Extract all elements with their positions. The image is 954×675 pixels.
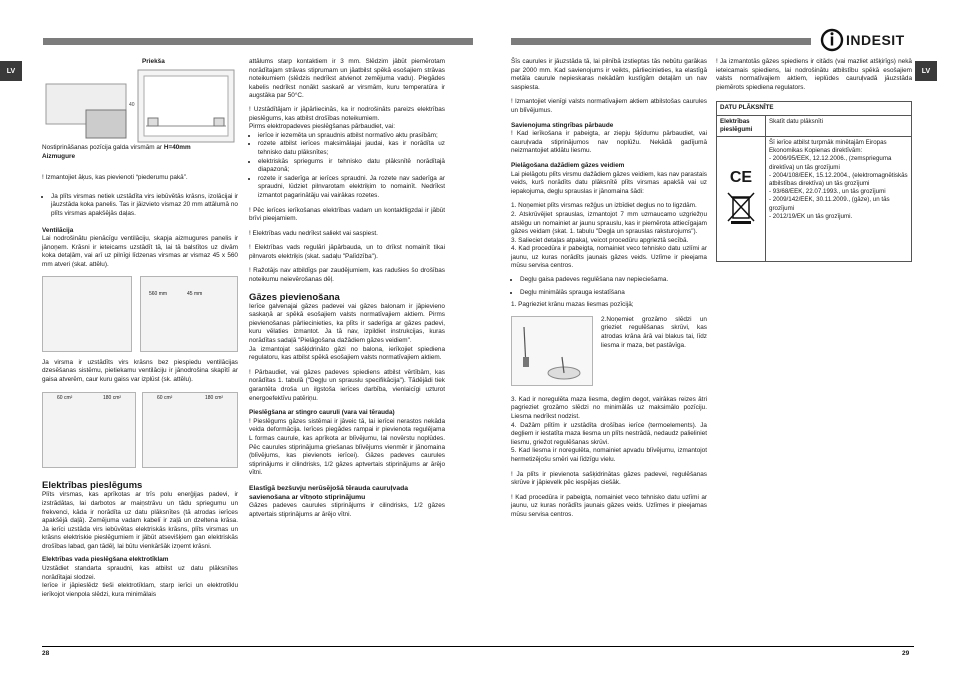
oven-figures (42, 392, 238, 470)
directive-text: - 2006/95/EEK, 12.12.2006., (zemsprieguma direktīva) un tās grozījumi (769, 155, 892, 171)
adapt-title: Pielāgošana dažādiem gāzes veidiem (511, 161, 625, 169)
ventilation-text: Lai nodrošinātu pienācīgu ventilāciju, skapja aizmugures panelis ir jānoņem. Krāsni ir ieteicams uzstādīt tā, lai tā balstītos uz divām koka detaļām, vai arī uz pilnīgi līdzenas virsmas ar vismaz 45 x 560 mm atveri (skat. attēlu). (42, 235, 238, 268)
mounting-figure (42, 58, 238, 144)
fig2-label-a: 560 mm (149, 290, 168, 297)
list-item: 4. Dažām plītīm ir uzstādīta drošības ierīce (termoelements). Ja degļiem ir iestatīta maza liesma un plīts nestrādā, nedaudz palieliniet liesmu, griežot regulēšanas skrūvi. (511, 421, 707, 446)
directive-text: - 2004/108/EEK, 15.12.2004., (elektromagnētiskās atbilstības direktīva) un tās grozījumi (769, 171, 908, 187)
screwdriver-diagram (512, 317, 592, 385)
list-item: • ierīce ir iezemēta un spraudnis atbilst normatīvo aktu prasībām; (258, 132, 445, 141)
fig-label-front: Priekša (142, 58, 165, 65)
list-item: • rozete ir saderīga ar ierīces spraudni. Ja rozete nav saderīga ar spraudni, lūdziet pilnvarotam elektriķim to nomainīt. Nedrīkst izmantot pagarinātāju vai vairākas rozetes. (258, 175, 445, 201)
oven-figure-2 (142, 392, 238, 468)
step2-text: 2.Noņemiet grozāmo slēdzi un grieziet regulēšanas skrūvi, kas atrodas krāna ārā vai blakus tai, līdz liesma ir maza, bet pastāvīga. (601, 315, 707, 349)
fig2-label-b: 45 mm (187, 290, 203, 297)
oven-figure-1 (42, 392, 136, 468)
note-inspect: ! Elektrības vads regulāri jāpārbauda, un to drīkst nomainīt tikai pilnvarots elektriķis (skat. sadaļu "Palīdzība"). (249, 244, 445, 260)
note-label: ! Kad procedūra ir pabeigta, nomainiet veco tehnisko datu uzlīmi ar jaunu, uz kuras norādīts jaunais gāzes veids. Uzlīmes ir pieejamas mūsu servisa centros. (511, 493, 707, 518)
row-value: Skatīt datu plāksnīti (766, 115, 912, 136)
flex-title: Elastīgā bezšuvju nerūsējošā tērauda cauruļvada savienošana ar vītņoto stiprinājumu (249, 484, 409, 501)
switch-text: attālums starp kontaktiem ir 3 mm. Slēdzim jābūt piemērotam norādītajam strāvas stiprumam un jāatbilst spēkā esošajiem strāvas noteikumiem (slēdzis nedrīkst atvienot zemējuma vadu). Piegādes kabelis nedrīkst nonākt saskarē ar virsmām, kuru temperatūra ir augstāka par 50°C. (249, 58, 445, 100)
column-3 (511, 58, 707, 520)
mounting-diagram (42, 66, 238, 146)
list-item: 3. Kad ir noregulēta maza liesma, degļim degot, vairākas reizes ātri pagrieziet grozāmo slēdzi no minimālās uz maksimālo pozīciju. Liesma nedrīkst nodzist. (511, 395, 707, 421)
rigid-text: ! Pieslēgums gāzes sistēmai ir jāveic tā, lai ierīcei nerastos nekāda veida deformācija. Ierīces piegādes rampai ir pievienota regulējama L formas caurule, kas aprīkota ar blīvējumu, lai novērstu noplūdes. Pēc caurules stiprinājuma griešanas blīvējums vienmēr ir jānomaina (blīvējums, kas pievienots ierīcei). Gāzes padeves caurules stiprinājums ir cilindrisks, 1/2 gāzes aptvertais stiprinājums ar ārējo vītni. (249, 417, 445, 477)
list-item: 4. Kad procedūra ir pabeigta, nomainiet veco tehnisko datu uzlīmi ar jaunu, uz kuras norādīts jaunais gāzes veids. Uzlīme ir pieejama mūsu servisa centros. (511, 245, 707, 270)
note-lpg: ! Ja plīts ir pievienota sašķidrinātas gāzes padevei, regulēšanas skrūve ir jāpievelk pēc iespējas ciešāk. (511, 470, 707, 487)
directive-text: - 2012/19/EK un tās grozījumi. (769, 212, 853, 220)
ce-mark-icon: CE (729, 168, 753, 186)
cable-text: Uzstādiet standarta spraudni, kas atbilst uz datu plāksnītes norādītajai slodzei. (42, 565, 238, 581)
table-title: DATU PLĀKSNĪTE (717, 102, 912, 115)
weee-bin-icon (723, 188, 759, 224)
adapt-text: Lai pielāgotu plīts virsmu dažādiem gāzes veidiem, kas nav parastais veids, kurš norādīts datu plāksnītē plīts virsmas apakšā vai uz iepakojuma, degļu sprauslas ir jānomaina šādi: (511, 170, 707, 195)
list-item: 3. Salieciet detaļas atpakaļ, veicot procedūru apgrieztā secībā. (511, 236, 689, 244)
oven-vent-text: Ja virsma ir uzstādīts virs krāsns bez piespiedu ventilācijas dzesēšanas sistēmu, pietiekamu ventilāciju ir jānodrošina skapītī ar gaisa atverēm, caur kuru gaiss var izplūst (sk. attēlu). (42, 358, 238, 383)
bullet-list-panel (42, 193, 238, 219)
list-item: 1. Noņemiet plīts virsmas režģus un izbīdiet degļus no to ligzdām. (511, 202, 697, 210)
list-item: 2. Atskrūvējiet sprauslas, izmantojot 7 mm uzmaucamo uzgriežņu atslēgu un nomainiet ar jaunu sprauslu, kas ir piemērota attiecīgajam gāzes veidam (skat. 1. tabulu "Degļa un sprauslas raksturojums"). (511, 210, 707, 236)
tightness-text: ! Kad ierīkošana ir pabeigta, ar ziepju šķīdumu pārbaudiet, vai cauruļvada stiprinājumos nav noplūžu. Nekādā gadījumā neizmantojiet atklātu liesmu. (511, 130, 707, 155)
footer-rule-right (478, 646, 914, 647)
svg-text:40: 40 (129, 102, 135, 108)
list-item: • Degļu minimālās sprauga iestatīšana (520, 289, 707, 298)
brand-wordmark: INDESIT (846, 32, 905, 48)
column-1 (42, 58, 238, 599)
note-bend: ! Elektrības vadu nedrīkst saliekt vai saspiest. (249, 229, 378, 237)
rigid-title: Pieslēgšana ar stingro cauruli (vara vai tērauda) (249, 409, 395, 417)
electrical-title: Elektrības pieslēgums (42, 480, 143, 492)
list-item: • Degļu gaisa padeves regulēšana nav nepieciešama. (520, 276, 707, 285)
reg-list-1 (511, 276, 707, 285)
valve-figure-row (511, 316, 707, 386)
data-plate-table (716, 101, 912, 262)
valve-figure (511, 316, 593, 386)
table-row (717, 136, 912, 261)
fig3-label-a: 60 cm² (57, 395, 73, 402)
fig-caption: Nostiprināšanas pozīcija galda virsmām ar H=40mm Aizmugure (42, 144, 191, 160)
note-hooks: ! Izmantojiet āķus, kas pievienoti “piederumu pakā”. (42, 174, 188, 182)
note-pressure: ! Pārbaudiet, vai gāzes padeves spiediens atbilst vērtībām, kas norādītas 1. tabulā ("Degļu un sprauslu specifikācija"). Tādējādi tiek garantēta droša un ilgstoša ierīces darbība, vienlaicīgi uzturot energoefektīvu patēriņu. (249, 368, 445, 402)
gas-text-1: Ierīce galvenajai gāzes padevei vai gāzes balonam ir jāpievieno saskaņā ar spēkā esošajiem valsts normatīvajiem aktiem. Pirms pievienošanas pārliecinieties, ka plīts ir saderīga ar gāzes padevi, kuru vēlaties izmantot. Ja tā nav, izpildiet instrukcijas, kuras norādītas sadaļā "Pielāgošana dažādiem gāzes veidiem". (249, 302, 445, 345)
note-regulator: ! Ja izmantotās gāzes spiediens ir citāds (vai mazliet atšķirīgs) nekā ieteicamais spiediens, lai nodrošinātu atbilstību spēkā esošajiem valsts normatīvajiem aktiem, ieplūdes cauruļvadā jāuzstāda piemērots spiediena regulators. (716, 58, 912, 91)
gas-title: Gāzes pievienošana (249, 291, 340, 303)
cable-title: Elektrības vada pieslēgšana elektrotīklam (42, 556, 169, 564)
marks-cell (717, 136, 766, 261)
flex-text: Gāzes padeves caurules stiprinājums ir cilindrisks, 1/2 gāzes aptvertais stiprinājums ar ārējo vītni. (249, 501, 445, 518)
vent-figure-1 (42, 276, 132, 352)
check-list (249, 132, 445, 201)
directive-text: - 2009/142/EEK, 30.11.2009., (gāze), un tās grozījumi (769, 196, 890, 212)
gas-text-2: Ja izmantojat sašķidrināto gāzi no balona, ierīkojiet spiediena regulatoru, kas atbilst spēkā esošajiem valsts normatīvajiem aktiem. (249, 345, 445, 362)
check-intro: Pirms elektropadeves pieslēgšanas pārbaudiet, vai: (249, 123, 396, 131)
directive-text: Šī ierīce atbilst turpmāk minētajām Eiropas Ekonomikas Kopienas direktīvām: (769, 138, 887, 155)
header-bar-right (511, 38, 811, 45)
list-item: • rozete atbilst ierīces maksimālajai jaudai, kas ir norādīta uz tehnisko datu plāksnītes; (258, 140, 445, 157)
tightness-title: Savienojuma stingrības pārbaude (511, 121, 614, 129)
indesit-logo-icon (820, 28, 844, 52)
table-row (717, 115, 912, 136)
list-item: 5. Kad liesma ir noregulēta, nomainiet apvadu blīvējumu, izmantojot hermetizējošu smēri vai līdzīgu vielu. (511, 447, 707, 463)
brand-logo (820, 28, 915, 52)
lang-tab-right: LV (915, 61, 937, 81)
note-hoses: ! Izmantojiet vienīgi valsts normatīvajiem aktiem atbilstošas caurules un blīvējumus. (511, 98, 707, 114)
page-number-right: 29 (902, 650, 910, 657)
page-number-left: 28 (42, 650, 50, 657)
footer-rule-left (42, 646, 478, 647)
header-bar-left (43, 38, 473, 45)
ventilation-figures (42, 276, 238, 354)
note-liability: ! Ražotājs nav atbildīgs par zaudējumiem, kas radušies šo drošības noteikumu neievērošanas dēļ. (249, 267, 445, 284)
reg-list-2 (511, 289, 707, 298)
note-access: ! Pēc ierīces ierīkošanas elektrības vadam un kontaktligzdai ir jābūt brīvi pieejamiem. (249, 206, 445, 223)
list-item: • elektriskās spriegums ir tehnisko datu plāksnītē norādītajā diapazonā; (258, 158, 445, 175)
fig3-label-d: 180 cm² (205, 395, 224, 402)
step-list-2 (511, 396, 707, 465)
electrical-text: Plīts virsmas, kas aprīkotas ar trīs polu enerģijas padevi, ir izstrādātas, lai darbotos ar maiņstrāvu un tādu spriegumu un frekvenci, kāda ir norādīta uz datu plāksnītes (tā atrodas ierīces apakšējā daļā). Zemējuma vadam kabelī ir zaļā un dzeltena krāsa. Ja ierīci uzstāda virs iebūvētas elektriskās krāsns, plīts virsmas un krāsns elektriskie pieslēgumiem ir jābūt atsevišķiem gan elektriskās drošības labad, gan tādēļ, lai būtu vienkāršāk izņemt krāsni. (42, 491, 238, 550)
step-list (511, 202, 707, 271)
step-min: 1. Pagrieziet krānu mazas liesmas pozīcijā; (511, 301, 634, 309)
hose-text: Šīs caurules ir jāuzstāda tā, lai pilnībā izstieptas tās nebūtu garākas par 2000 mm. Kad savienojums ir veikts, pārliecinieties, ka elastīgā metāla caurule nepieskaras nekādām kustīgām detaļām un nav saspiesta. (511, 58, 707, 91)
note-installer: ! Uzstādītājam ir jāpārliecinās, ka ir nodrošināts pareizs elektrības pieslēgums, kas atbilst drošības noteikumiem. (249, 105, 445, 122)
fig3-label-c: 60 cm² (157, 395, 173, 402)
direct-connection-text: Ierīce ir jāpieslēdz tieši elektrotīklam, starp ierīci un elektrotīklu ierīkojot vienpola slēdzi, kura minimālais (42, 582, 238, 598)
directives-cell (766, 136, 912, 261)
ventilation-title: Ventilācija (42, 226, 74, 234)
row-label: Elektrības pieslēgumi (717, 115, 766, 136)
fig3-label-b: 180 cm² (103, 395, 122, 402)
lang-tab-left: LV (0, 61, 22, 81)
vent-figure-2 (140, 276, 238, 352)
list-item: • Ja plīts virsmas netiek uzstādīta virs iebūvētās krāsns, izolācijai ir jāuzstāda koka panelis. Tas ir jāizvieto vismaz 20 mm attālumā no plīts virsmas apakšējās daļas. (51, 193, 238, 219)
directive-text: - 93/68/EEK, 22.07.1993., un tās grozījumi (769, 188, 886, 196)
column-2 (249, 58, 445, 519)
column-4 (716, 58, 912, 262)
